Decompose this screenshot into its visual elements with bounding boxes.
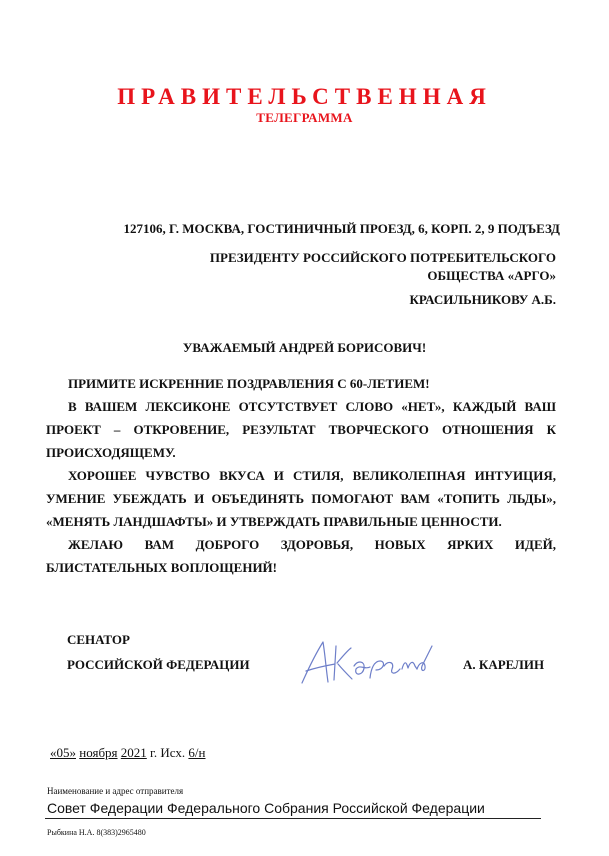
date-year-suffix: г. [150,745,158,760]
recipient-name: КРАСИЛЬНИКОВУ А.Б. [409,292,556,307]
recipient-address: 127106, Г. МОСКВА, ГОСТИНИЧНЫЙ ПРОЕЗД, 6, КОРП. 2, 9 ПОДЪЕЗД [123,221,560,236]
date-and-reference [50,745,206,761]
message-paragraph: ЖЕЛАЮ ВАМ ДОБРОГО ЗДОРОВЬЯ, НОВЫХ ЯРКИХ ИДЕЙ, БЛИСТАТЕЛЬНЫХ ВОПЛОЩЕНИЙ! [46,537,556,575]
sender-divider [45,818,541,819]
signatory-name: А. КАРЕЛИН [463,657,545,672]
message-paragraph: ХОРОШЕЕ ЧУВСТВО ВКУСА И СТИЛЯ, ВЕЛИКОЛЕПНАЯ ИНТУИЦИЯ, УМЕНИЕ УБЕЖДАТЬ И ОБЪЕДИНЯТЬ ПОМОГАЮТ ВАМ «ТОПИТЬ ЛЬДЫ», «МЕНЯТЬ ЛАНДШАФТЫ» И УТВЕРЖДАТЬ ПРАВИЛЬНЫЕ ЦЕННОСТИ. [46,468,556,529]
message-body [46,372,556,579]
reference-number: 6/н [188,745,206,760]
document-title: ПРАВИТЕЛЬСТВЕННАЯ [117,84,492,109]
date-day: «05» [50,745,76,760]
message-paragraph: В ВАШЕМ ЛЕКСИКОНЕ ОТСУТСТВУЕТ СЛОВО «НЕТ», КАЖДЫЙ ВАШ ПРОЕКТ – ОТКРОВЕНИЕ, РЕЗУЛЬТАТ ТВОРЧЕСКОГО ОТНОШЕНИЯ К ПРОИСХОДЯЩЕМУ. [46,399,556,460]
document-subtitle: ТЕЛЕГРАММА [256,110,353,125]
reference-label: Исх. [160,745,186,760]
sender-name: Совет Федерации Федерального Собрания Российской Федерации [47,800,485,816]
signatory-title-line2: РОССИЙСКОЙ ФЕДЕРАЦИИ [67,657,250,672]
recipient-position-line1: ПРЕЗИДЕНТУ РОССИЙСКОГО ПОТРЕБИТЕЛЬСКОГО [209,250,556,265]
message-paragraph: ПРИМИТЕ ИСКРЕННИЕ ПОЗДРАВЛЕНИЯ С 60-ЛЕТИЕМ! [68,376,430,391]
signatory-title-line1: СЕНАТОР [67,632,130,647]
recipient-position-line2: ОБЩЕСТВА «АРГО» [427,268,556,283]
executor-contact: Рыбкина Н.А. 8(383)2965480 [47,828,146,837]
handwritten-signature [298,636,433,688]
date-month: ноября [79,745,118,760]
greeting: УВАЖАЕМЫЙ АНДРЕЙ БОРИСОВИЧ! [182,340,427,355]
date-year: 2021 [120,745,147,760]
sender-label: Наименование и адрес отправителя [47,786,184,796]
